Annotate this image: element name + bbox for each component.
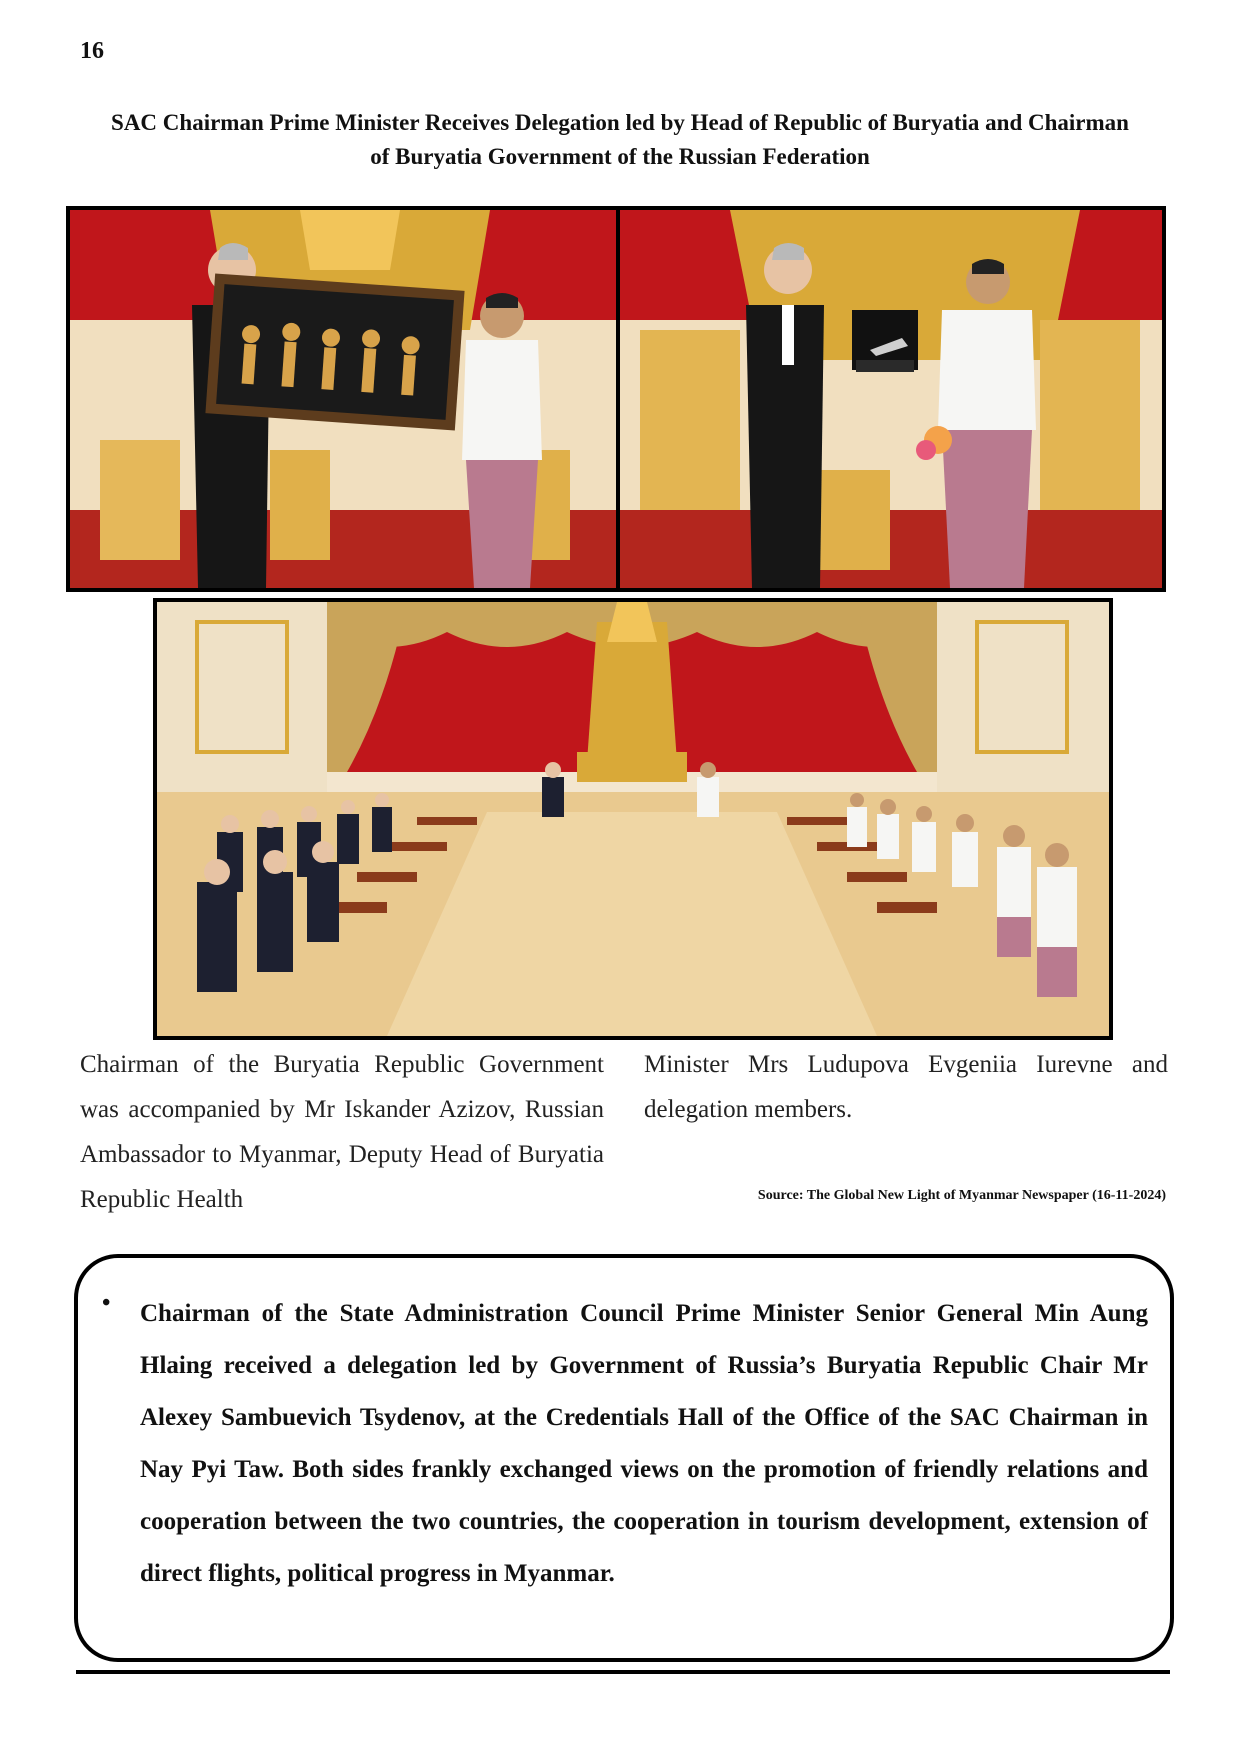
- source-credit: Source: The Global New Light of Myanmar Newspaper (16-11-2024): [757, 1188, 1166, 1203]
- photo-gift-painting: [70, 210, 616, 588]
- bottom-rule: [76, 1670, 1170, 1674]
- bullet-point: •: [102, 1290, 111, 1316]
- summary-text: Chairman of the State Administration Council Prime Minister Senior General Min Aung Hlaing received a delegation led by Government of Russia’s Buryatia Republic Chair Mr Alexey Sambuevich Tsydenov, at the Credentials Hall of the Office of the SAC Chairman in Nay Pyi Taw. Both sides frankly exchanged views on the promotion of friendly relations and cooperation between the two countries, the cooperation in tourism development, extension of direct flights, political progress in Myanmar.: [140, 1300, 1148, 1587]
- caption-right-column: Minister Mrs Ludupova Evgeniia Iurevne and delegation members.: [644, 1051, 1168, 1123]
- photo-gift-painting-image: [70, 210, 616, 588]
- photo-gift-souvenir-image: [620, 210, 1162, 588]
- photo-reception-hall-image: [157, 602, 1109, 1036]
- photo-reception-hall: [153, 598, 1113, 1040]
- top-photo-row: [66, 206, 1166, 592]
- photo-gift-souvenir: [620, 210, 1162, 588]
- page-number: 16: [80, 38, 104, 64]
- article-title: SAC Chairman Prime Minister Receives Delegation led by Head of Republic of Buryatia and Chairman of Buryatia Government of the Russian Federation: [111, 110, 1129, 169]
- caption-left-column: Chairman of the Buryatia Republic Government was accompanied by Mr Iskander Azizov, Russian Ambassador to Myanmar, Deputy Head of Buryatia Republic Health: [80, 1051, 604, 1213]
- summary-box: [74, 1254, 1174, 1662]
